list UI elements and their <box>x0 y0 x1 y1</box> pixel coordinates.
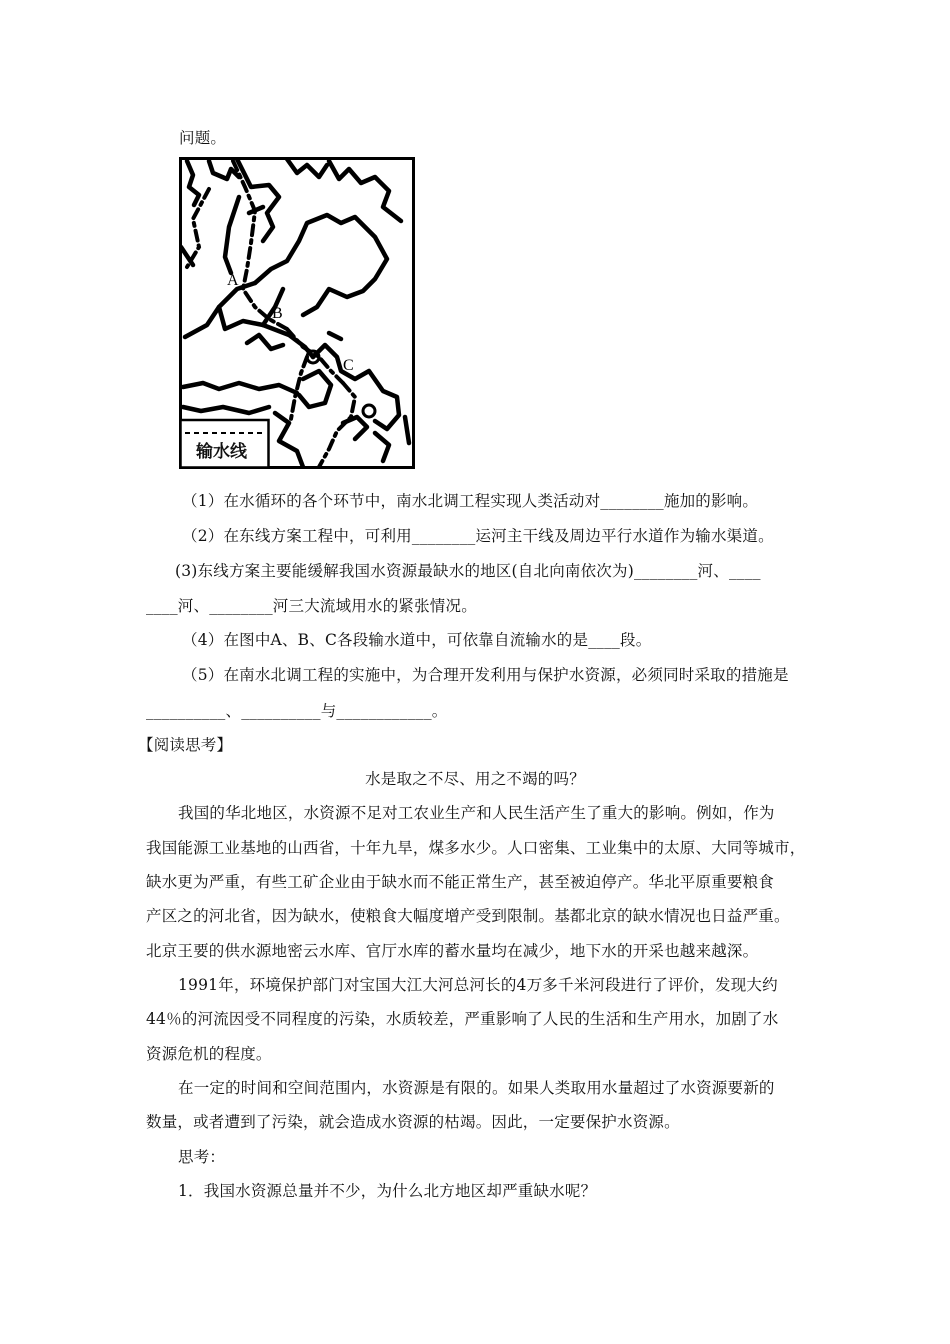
article-line: 资源危机的程度。 <box>146 1045 272 1063</box>
question-5-line-1: （5）在南水北调工程的实施中，为合理开发利用与保护水资源，必须同时采取的措施是 <box>182 666 789 684</box>
question-4: （4）在图中A、B、C各段输水道中，可依靠自流输水的是____段。 <box>182 631 652 649</box>
article-line: 我国能源工业基地的山西省，十年九旱，煤多水少。人口密集、工业集中的太原、大同等城市， <box>146 839 806 857</box>
section-heading: 【阅读思考】 <box>138 736 233 754</box>
article-line: 44％的河流因受不同程度的污染，水质较差，严重影响了人民的生活和生产用水，加剧了水 <box>146 1010 779 1028</box>
south-north-water-diversion-map <box>179 157 415 469</box>
think-label: 思考： <box>178 1148 226 1166</box>
label-a: A <box>227 272 239 289</box>
question-3-line-1: (3)东线方案主要能缓解我国水资源最缺水的地区(自北向南依次为)________河、____ <box>175 562 761 580</box>
question-3-line-2: ____河、________河三大流域用水的紧张情况。 <box>146 597 477 615</box>
article-line: 在一定的时间和空间范围内，水资源是有限的。如果人类取用水量超过了水资源要新的 <box>178 1079 775 1097</box>
question-1: （1）在水循环的各个环节中，南水北调工程实现人类活动对________施加的影响。 <box>182 492 759 510</box>
map-drawing <box>179 157 415 469</box>
question-2: （2）在东线方案工程中，可利用________运河主干线及周边平行水道作为输水渠道。 <box>182 527 774 545</box>
legend-label: 输水线 <box>196 442 247 462</box>
article-title: 水是取之不尽、用之不竭的吗？ <box>365 770 585 788</box>
article-line: 北京王要的供水源地密云水库、官厅水库的蓄水量均在减少，地下水的开采也越来越深。 <box>146 942 759 960</box>
article-line: 1991年，环境保护部门对宝国大江大河总河长的4万多千米河段进行了评价，发现大约 <box>178 976 778 994</box>
label-b: B <box>272 305 283 322</box>
article-line: 产区之的河北省，因为缺水，使粮食大幅度增产受到限制。基都北京的缺水情况也日益严重。 <box>146 907 790 925</box>
question-5-line-2: __________、__________与____________。 <box>146 702 448 720</box>
article-line: 数量，或者遭到了污染，就会造成水资源的枯竭。因此，一定要保护水资源。 <box>146 1113 680 1131</box>
article-line: 我国的华北地区，水资源不足对工农业生产和人民生活产生了重大的影响。例如，作为 <box>178 804 775 822</box>
think-question-1: 1．我国水资源总量并不少，为什么北方地区却严重缺水呢？ <box>178 1182 597 1200</box>
label-c: C <box>343 357 354 374</box>
article-line: 缺水更为严重，有些工矿企业由于缺水而不能正常生产，甚至被迫停产。华北平原重要粮食 <box>146 873 775 891</box>
top-fragment: 问题。 <box>179 129 227 147</box>
